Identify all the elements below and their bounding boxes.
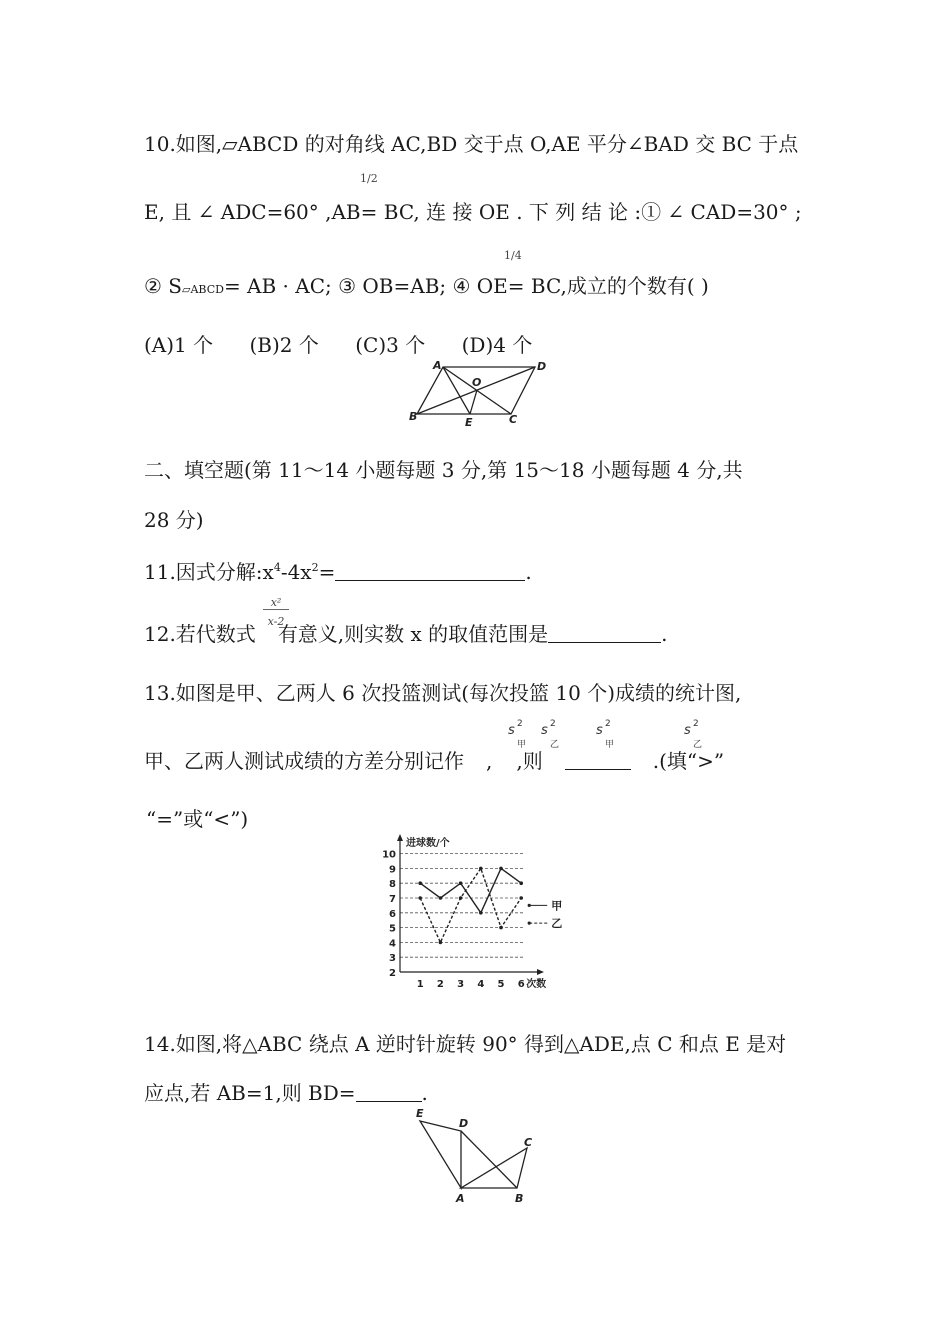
x-axis-label: 次数: [526, 979, 547, 990]
legend-label-2: 乙: [551, 917, 563, 931]
q11-mid: -4x: [280, 560, 312, 584]
section-2-heading: 二、填空题(第 11～14 小题每题 3 分,第 15～18 小题每题 4 分,共: [144, 458, 743, 482]
q10-line-1: 10.如图,▱ABCD 的对角线 AC,BD 交于点 O,AE 平分∠BAD 交 BC 于点: [144, 132, 799, 156]
label-e: E: [465, 416, 473, 428]
q13-fill-hint: .(填“>”: [652, 749, 725, 773]
q12-frac-den: x-2: [267, 615, 285, 628]
label-d: D: [537, 360, 547, 373]
q14-text: 应点,若 AB=1,则 BD=: [144, 1081, 356, 1105]
q13-comma: ,: [486, 749, 493, 773]
x-tick-label: 5: [497, 979, 505, 990]
data-point: [519, 896, 523, 900]
q10-line-3: [144, 270, 709, 299]
rotation-figure: [410, 1104, 545, 1209]
label-e: E: [416, 1107, 424, 1120]
fraction-quarter: 1/4: [504, 249, 522, 262]
data-point: [499, 867, 503, 871]
y-axis-label: 进球数/个: [406, 838, 450, 849]
y-tick-label: 9: [389, 864, 396, 876]
label-c: C: [524, 1136, 533, 1149]
q10-line-2: E, 且 ∠ ADC=60° ,AB= BC, 连 接 OE . 下 列 结 论 :① ∠ CAD=30° ;: [144, 200, 802, 224]
series-line-1: [420, 868, 521, 912]
fraction-half: 1/2: [360, 172, 378, 185]
q11-end: .: [525, 560, 532, 584]
data-point: [439, 896, 443, 900]
option-d: (D)4 个: [461, 333, 533, 357]
q12-end: .: [661, 622, 668, 646]
data-point: [439, 941, 443, 945]
q13-answer-blank[interactable]: [565, 751, 631, 770]
x-tick-label: 1: [416, 979, 424, 990]
legend-dot: [528, 922, 531, 925]
y-tick-label: 3: [389, 953, 396, 965]
q13-then: ,则: [516, 749, 543, 773]
q11-suffix: =: [318, 560, 336, 584]
parallelogram-figure: [405, 358, 555, 428]
q12-answer-blank[interactable]: [548, 624, 661, 643]
data-point: [418, 881, 422, 885]
data-point: [459, 881, 463, 885]
q14-line-1: 14.如图,将△ABC 绕点 A 逆时针旋转 90° 得到△ADE,点 C 和点 E 是对: [144, 1032, 787, 1056]
q13-line-1: 13.如图是甲、乙两人 6 次投篮测试(每次投篮 10 个)成绩的统计图,: [144, 681, 742, 705]
q11: [144, 556, 532, 585]
q10-options: [144, 329, 562, 358]
x-axis-arrow: [537, 969, 544, 975]
segment-oe: [470, 390, 477, 414]
q14-end: .: [421, 1081, 428, 1105]
q11-answer-blank[interactable]: [335, 562, 525, 581]
data-point: [418, 896, 422, 900]
label-a: A: [433, 359, 442, 372]
y-tick-label: 7: [389, 894, 396, 905]
data-point: [479, 911, 483, 915]
score-line-chart: [370, 832, 580, 992]
data-point: [519, 881, 523, 885]
y-tick-label: 6: [389, 908, 396, 920]
label-c: C: [509, 413, 518, 426]
x-tick-label: 4: [477, 979, 485, 990]
q13-line-2: [144, 745, 724, 774]
y-axis-arrow: [397, 834, 403, 841]
x-tick-label: 3: [457, 979, 465, 990]
q12-text: 有意义,则实数 x 的取值范围是: [277, 622, 549, 646]
y-tick-label: 5: [389, 923, 396, 935]
q13-text-a: 甲、乙两人测试成绩的方差分别记作: [144, 749, 464, 773]
y-tick-label: 4: [389, 938, 396, 950]
data-point: [479, 867, 483, 871]
data-point: [499, 926, 503, 930]
series-line-2: [420, 868, 521, 942]
option-c: (C)3 个: [355, 333, 426, 357]
triangle-ade: [420, 1121, 461, 1188]
y-tick-label: 8: [389, 879, 396, 891]
s2-yi-1: s 2 乙: [541, 719, 560, 750]
s2-yi-2: s 2 乙: [684, 719, 703, 750]
q10-line-3-rest: = AB · AC; ③ OB=AB; ④ OE= BC,成立的个数有( ): [223, 274, 709, 298]
s2-jia-1: s 2 甲: [508, 719, 527, 750]
q14-answer-blank[interactable]: [356, 1083, 422, 1102]
section-2-heading-cont: 28 分): [144, 508, 204, 532]
option-a: (A)1 个: [144, 333, 214, 357]
q10-statement-2-prefix: ② S: [144, 274, 182, 298]
q10-area-subscript: ▱ABCD: [182, 283, 224, 296]
y-tick-label: 2: [389, 968, 396, 979]
q12-frac-num: x²: [263, 597, 289, 610]
label-o: O: [472, 376, 482, 389]
option-b: (B)2 个: [249, 333, 319, 357]
q11-exp-2: 2: [311, 561, 319, 574]
data-point: [459, 896, 463, 900]
x-tick-label: 2: [436, 979, 444, 990]
legend-dot: [528, 904, 531, 907]
segment-ae: [443, 367, 470, 414]
q11-prefix: 11.因式分解:x: [144, 560, 274, 584]
label-a: A: [456, 1192, 465, 1205]
y-tick-label: 10: [382, 849, 396, 861]
triangle-abc: [461, 1148, 527, 1188]
q12: [144, 615, 668, 647]
q12-prefix: 12.若代数式: [144, 622, 256, 646]
x-tick-label: 6: [517, 979, 525, 990]
label-b: B: [515, 1192, 524, 1205]
q13-line-3: “=”或“<”): [146, 807, 249, 831]
legend-label-1: 甲: [551, 899, 563, 913]
diagonal-bd: [417, 367, 535, 414]
q14-line-2: [144, 1077, 428, 1106]
s2-jia-2: s 2 甲: [596, 719, 615, 750]
label-b: B: [409, 410, 418, 423]
label-d: D: [459, 1117, 469, 1130]
q11-exp-1: 4: [273, 561, 281, 574]
